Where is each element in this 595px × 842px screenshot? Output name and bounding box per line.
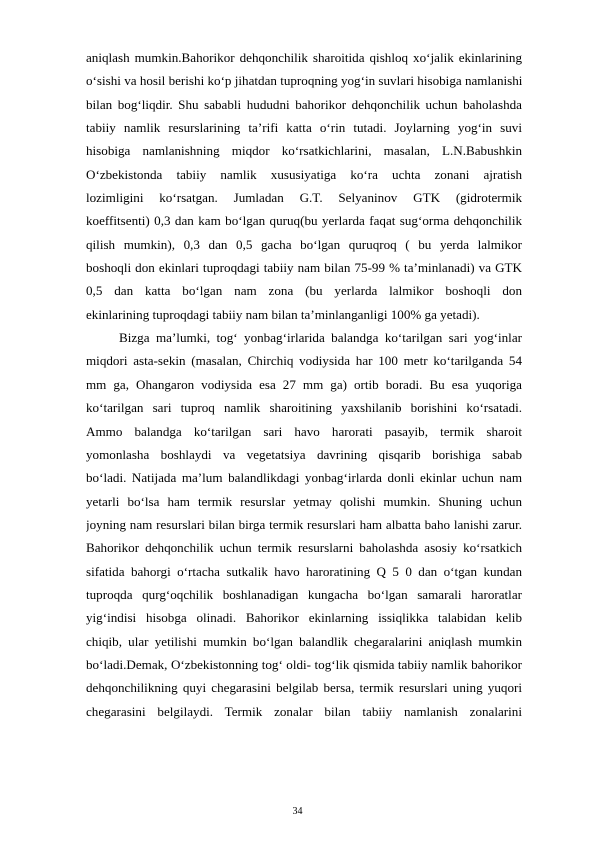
text-line: Ammo balandga ko‘tarilgan sari havo harorati pasayib, termik sharoit	[86, 423, 522, 439]
text-line: miqdori asta-sekin (masalan, Chirchiq vodiysida har 100 metr ko‘tarilganda 54	[86, 353, 522, 369]
page-number: 34	[292, 806, 303, 817]
text-line: tabiiy namlik resurslarining ta’rifi katta o‘rin tutadi. Joylarning yog‘in suvi	[86, 120, 522, 136]
text-line: ekinlarining tuproqdagi tabiiy nam bilan ta’minlanganligi 100% ga yetadi).	[86, 306, 480, 322]
text-line: bilan bog‘liqdir. Shu sababli hududni bahorikor dehqonchilik uchun baholashda	[86, 96, 522, 112]
text-line: Bizga ma’lumki, tog‘ yonbag‘irlarida balandga ko‘tarilgan sari yog‘inlar	[119, 330, 522, 346]
text-line: joyning nam resurslari bilan birga termik resurslari ham albatta baho lanishi zarur.	[86, 516, 522, 532]
text-line: mm ga, Ohangaron vodiysida esa 27 mm ga) ortib boradi. Bu esa yuqoriga	[86, 376, 522, 392]
text-line: dehqonchilikning quyi chegarasini belgilab bersa, termik resurslari uning yuqori	[86, 680, 522, 696]
text-line: aniqlash mumkin.Bahorikor dehqonchilik sharoitida qishloq xo‘jalik ekinlarining	[86, 50, 522, 65]
text-line: koeffitsenti) 0,3 dan kam bo‘lgan quruq(bu yerlarda faqat sug‘orma dehqonchilik	[86, 213, 522, 229]
text-line: qilish mumkin), 0,3 dan 0,5 gacha bo‘lgan quruqroq ( bu yerda lalmikor	[86, 236, 522, 252]
text-line: lozimligini ko‘rsatgan. Jumladan G.T. Selyaninov GTK (gidrotermik	[86, 190, 522, 206]
text-line: o‘sishi va hosil berishi ko‘p jihatdan tuproqning yog‘in suvlari hisobiga namlanishi	[86, 73, 522, 89]
text-line: yomonlasha boshlaydi va vegetatsiya davrining qisqarib borishiga sabab	[86, 446, 522, 462]
text-line: Bahorikor dehqonchilik uchun termik resurslarni baholashda asosiy ko‘rsatkich	[86, 540, 522, 556]
text-line: chegarasini belgilaydi. Termik zonalar bilan tabiiy namlanish zonalarini	[86, 703, 522, 719]
text-line: bo‘ladi. Natijada ma’lum balandlikdagi yonbag‘irlarda donli ekinlar uchun nam	[86, 470, 522, 486]
text-line: boshoqli don ekinlari tuproqdagi tabiiy nam bilan 75-99 % ta’minlanadi) va GTK	[86, 260, 522, 276]
text-line: tuproqda qurg‘oqchilik boshlanadigan kungacha bo‘lgan samarali haroratlar	[86, 586, 522, 602]
text-line: yig‘indisi hisobga olinadi. Bahorikor ekinlarning issiqlikka talabidan kelib	[86, 610, 522, 626]
text-line: 0,5 dan katta bo‘lgan nam zona (bu yerlarda lalmikor boshoqli don	[86, 283, 522, 299]
text-line: sifatida bahorgi o‘rtacha sutkalik havo haroratining Q 5 0 dan o‘tgan kundan	[86, 563, 522, 579]
body-text	[86, 46, 522, 723]
text-line: hisobiga namlanishning miqdor ko‘rsatkichlarini, masalan, L.N.Babushkin	[86, 143, 522, 159]
text-line: O‘zbekistonda tabiiy namlik xususiyatiga ko‘ra uchta zonani ajratish	[86, 166, 522, 182]
text-line: yetarli bo‘lsa ham termik resurslar yetmay qolishi mumkin. Shuning uchun	[86, 493, 522, 509]
text-line: bo‘ladi.Demak, O‘zbekistonning tog‘ oldi- tog‘lik qismida tabiiy namlik bahorikor	[86, 656, 522, 672]
text-line: ko‘tarilgan sari tuproq namlik sharoitining yaxshilanib borishini ko‘rsatadi.	[86, 400, 522, 416]
text-line: chiqib, ular yetilishi mumkin bo‘lgan balandlik chegaralarini aniqlash mumkin	[86, 633, 522, 649]
